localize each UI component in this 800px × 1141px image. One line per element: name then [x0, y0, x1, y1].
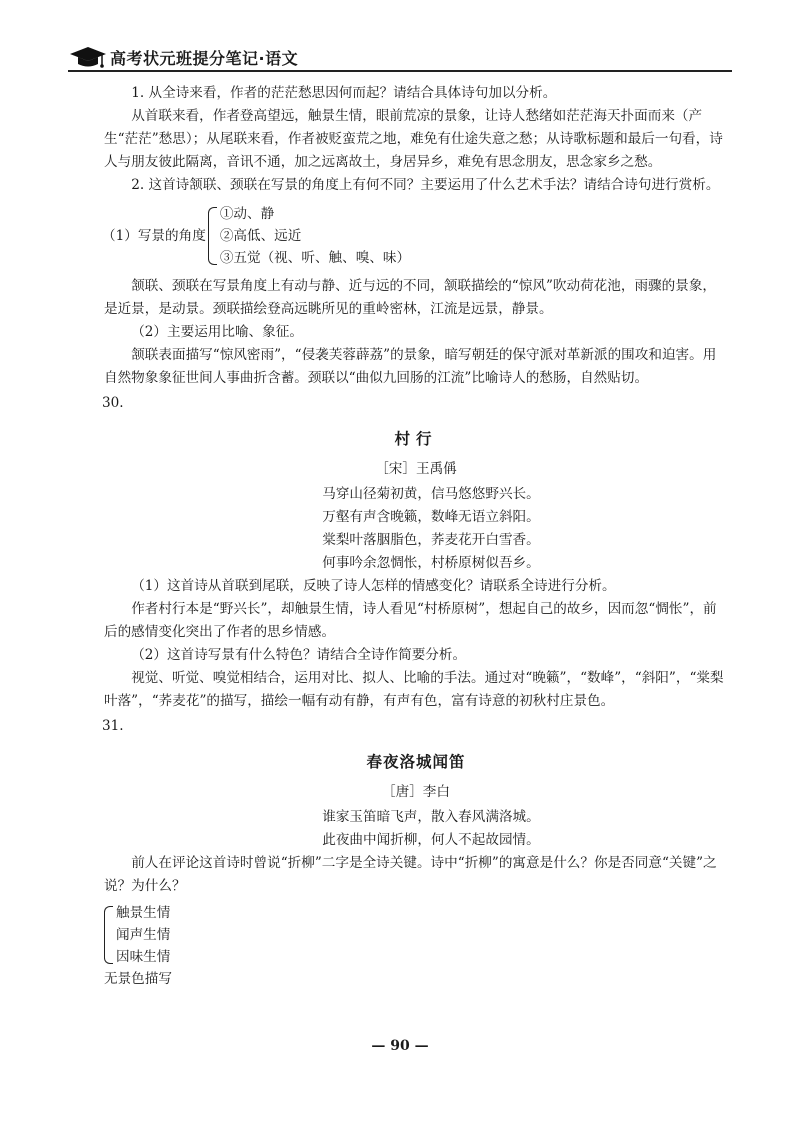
page-header	[68, 44, 728, 70]
emotion-brace-group	[102, 902, 728, 968]
poem-author: ［宋］王禹偁	[375, 461, 457, 477]
poem-line: 谁家玉笛暗飞声，散入春风满洛城。	[322, 809, 540, 825]
poem-line: 万壑有声含晚籁，数峰无语立斜阳。	[322, 509, 540, 525]
emotion-item: 因味生情	[116, 949, 171, 965]
angle-list	[220, 203, 410, 269]
emotion-item: 触景生情	[116, 905, 171, 921]
header-title: 高考状元班提分笔记·语文	[110, 48, 299, 68]
page-number: — 90 —	[371, 1038, 429, 1054]
poem-author: ［唐］李白	[382, 784, 450, 800]
answer-3: 颔联表面描写“惊风密雨”，“侵袭芙蓉薜荔”的景象，暗写朝廷的保守派对革新派的围攻和迫害。用自然物象象征世间人事曲折含蓄。颈联以“曲似九回肠的江流”比喻诗人的愁肠，自然贴切。	[104, 347, 717, 386]
brace-icon	[208, 207, 217, 265]
angle-label: （1）写景的角度	[102, 227, 206, 244]
question-30-2: （2）这首诗写景有什么特色？请结合全诗作简要分析。	[131, 647, 467, 663]
angle-item: ③五觉（视、听、触、嗅、味）	[219, 250, 411, 266]
brace-icon	[104, 906, 113, 964]
header-divider	[68, 70, 732, 72]
angle-brace-group	[104, 203, 728, 269]
question-2: 2. 这首诗颔联、颈联在写景的角度上有何不同？主要运用了什么艺术手法？请结合诗句进行赏析。	[131, 177, 720, 193]
poem-line: 何事吟余忽惆怅，村桥原树似吾乡。	[322, 555, 540, 571]
answer-1: 从首联来看，作者登高望远，触景生情，眼前荒凉的景象，让诗人愁绪如茫茫海天扑面而来（产生“茫茫”愁思）；从尾联来看，作者被贬蛮荒之地，难免有仕途失意之愁；从诗歌标题和最后一句看，诗人与朋友彼此隔离，音讯不通，加之远离故土，身居异乡，难免有思念朋友，思念家乡之愁。	[104, 108, 723, 170]
answer-30-2: 视觉、听觉、嗅觉相结合，运用对比、拟人、比喻的手法。通过对“晚籁”，“数峰”，“斜阳”，“棠梨叶落”，“荞麦花”的描写，描绘一幅有动有静，有声有色，富有诗意的初秋村庄景色。	[104, 670, 724, 709]
emotion-list	[116, 902, 170, 968]
question-number-30: 30.	[102, 395, 124, 411]
graduation-cap-icon	[68, 45, 108, 69]
answer-30-1: 作者村行本是“野兴长”，却触景生情，诗人看见“村桥原树”，想起自己的故乡，因而忽“惆怅”，前后的感情变化突出了作者的思乡情感。	[104, 601, 717, 640]
question-31: 前人在评论这首诗时曾说“折柳”二字是全诗关键。诗中“折柳”的寓意是什么？你是否同意“关键”之说？为什么？	[104, 855, 717, 894]
poem-line: 棠梨叶落胭脂色，荞麦花开白雪香。	[322, 532, 540, 548]
question-30-1: （1）这首诗从首联到尾联，反映了诗人怎样的情感变化？请联系全诗进行分析。	[131, 578, 616, 594]
answer-2: 颔联、颈联在写景角度上有动与静、近与远的不同，颔联描绘的“惊风”吹动荷花池，雨骤的景象，是近景，是动景。颈联描绘登高远眺所见的重岭密林，江流是远景，静景。	[104, 278, 717, 317]
emotion-item: 闻声生情	[116, 927, 171, 943]
page-content	[104, 82, 728, 991]
poem-title: 村行	[394, 429, 438, 448]
poem-line: 此夜曲中闻折柳，何人不起故园情。	[322, 832, 540, 848]
angle-item: ①动、静	[219, 206, 275, 222]
note-no-scenery: 无景色描写	[104, 971, 172, 987]
poem-line: 马穿山径菊初黄，信马悠悠野兴长。	[322, 486, 540, 502]
question-number-31: 31.	[102, 718, 124, 734]
question-1: 1. 从全诗来看，作者的茫茫愁思因何而起？请结合具体诗句加以分析。	[131, 85, 557, 101]
answer-3-title: （2）主要运用比喻、象征。	[131, 324, 303, 340]
angle-item: ②高低、远近	[219, 228, 302, 244]
poem-title: 春夜洛城闻笛	[366, 752, 466, 771]
